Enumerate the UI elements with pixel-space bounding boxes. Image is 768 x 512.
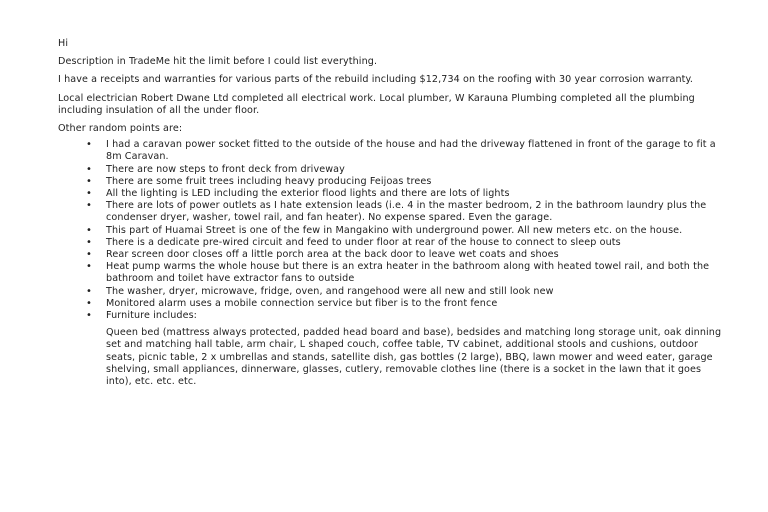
list-item-text: There are now steps to front deck from driveway (106, 163, 345, 175)
paragraph-tradespeople: Local electrician Robert Dwane Ltd completed all electrical work. Local plumber, W Karauna Plumbing completed all the plumbing including insulation of all the under floor. (58, 92, 695, 116)
list-item (58, 310, 728, 322)
list-item (58, 225, 728, 237)
bullet-icon: • (86, 163, 92, 175)
list-item-text: I had a caravan power socket fitted to the outside of the house and had the driveway flattened in front of the garage to fit a 8m Caravan. (106, 139, 716, 163)
bullet-icon: • (86, 249, 92, 261)
bullet-list (58, 139, 728, 322)
list-item-text: This part of Huamai Street is one of the few in Mangakino with underground power. All new meters etc. on the house. (106, 224, 683, 236)
list-item (58, 249, 728, 261)
list-item (58, 176, 728, 188)
list-item-text: There is a dedicate pre-wired circuit and feed to under floor at rear of the house to connect to sleep outs (106, 236, 621, 248)
bullet-icon: • (86, 261, 92, 273)
list-item-text: Monitored alarm uses a mobile connection service but fiber is to the front fence (106, 297, 498, 309)
bullet-icon: • (86, 297, 92, 309)
list-item (58, 286, 728, 298)
greeting: Hi (58, 38, 69, 49)
bullet-icon: • (86, 285, 92, 297)
list-item-text: There are lots of power outlets as I hate extension leads (i.e. 4 in the master bedroom, 2 in the bathroom laundry plus the condenser dryer, washer, towel rail, and fan heater). No expense spared. Even the garage. (106, 200, 707, 224)
paragraph-receipts: I have a receipts and warranties for various parts of the rebuild including $12,734 on the roofing with 30 year corrosion warranty. (58, 74, 694, 86)
bullet-icon: • (86, 236, 92, 248)
list-item (58, 261, 728, 285)
list-item-text: There are some fruit trees including heavy producing Feijoas trees (106, 175, 432, 187)
list-item (58, 200, 728, 224)
list-item (58, 237, 728, 249)
bullet-icon: • (86, 175, 92, 187)
bullet-icon: • (86, 200, 92, 212)
list-item (58, 164, 728, 176)
bullet-icon: • (86, 310, 92, 322)
list-item-text: The washer, dryer, microwave, fridge, oven, and rangehood were all new and still look new (106, 285, 554, 297)
bullet-icon: • (86, 188, 92, 200)
bullet-icon: • (86, 224, 92, 236)
list-item (58, 139, 728, 163)
paragraph-description-limit: Description in TradeMe hit the limit before I could list everything. (58, 56, 378, 68)
furniture-detail: Queen bed (mattress always protected, padded head board and base), bedsides and matching long storage unit, oak dinning set and matching hall table, arm chair, L shaped couch, coffee table, TV cabinet, additional stools and cushions, outdoor seats, picnic table, 2 x umbrellas and stands, satellite dish, gas bottles (2 large), BBQ, lawn mower and weed eater, garage shelving, small appliances, dinnerware, glasses, cutlery, removable clothes line (there is a socket in the lawn that it goes into), etc. etc. etc. (106, 327, 722, 388)
list-item (58, 298, 728, 310)
bullet-icon: • (86, 139, 92, 151)
list-item-text: Furniture includes: (106, 310, 198, 322)
list-item (58, 188, 728, 200)
list-item-text: All the lighting is LED including the exterior flood lights and there are lots of lights (106, 188, 510, 200)
paragraph-other-points-heading: Other random points are: (58, 123, 183, 135)
list-item-text: Heat pump warms the whole house but there is an extra heater in the bathroom along with heated towel rail, and both the bathroom and toilet have extractor fans to outside (106, 261, 710, 285)
list-item-text: Rear screen door closes off a little porch area at the back door to leave wet coats and shoes (106, 249, 559, 261)
